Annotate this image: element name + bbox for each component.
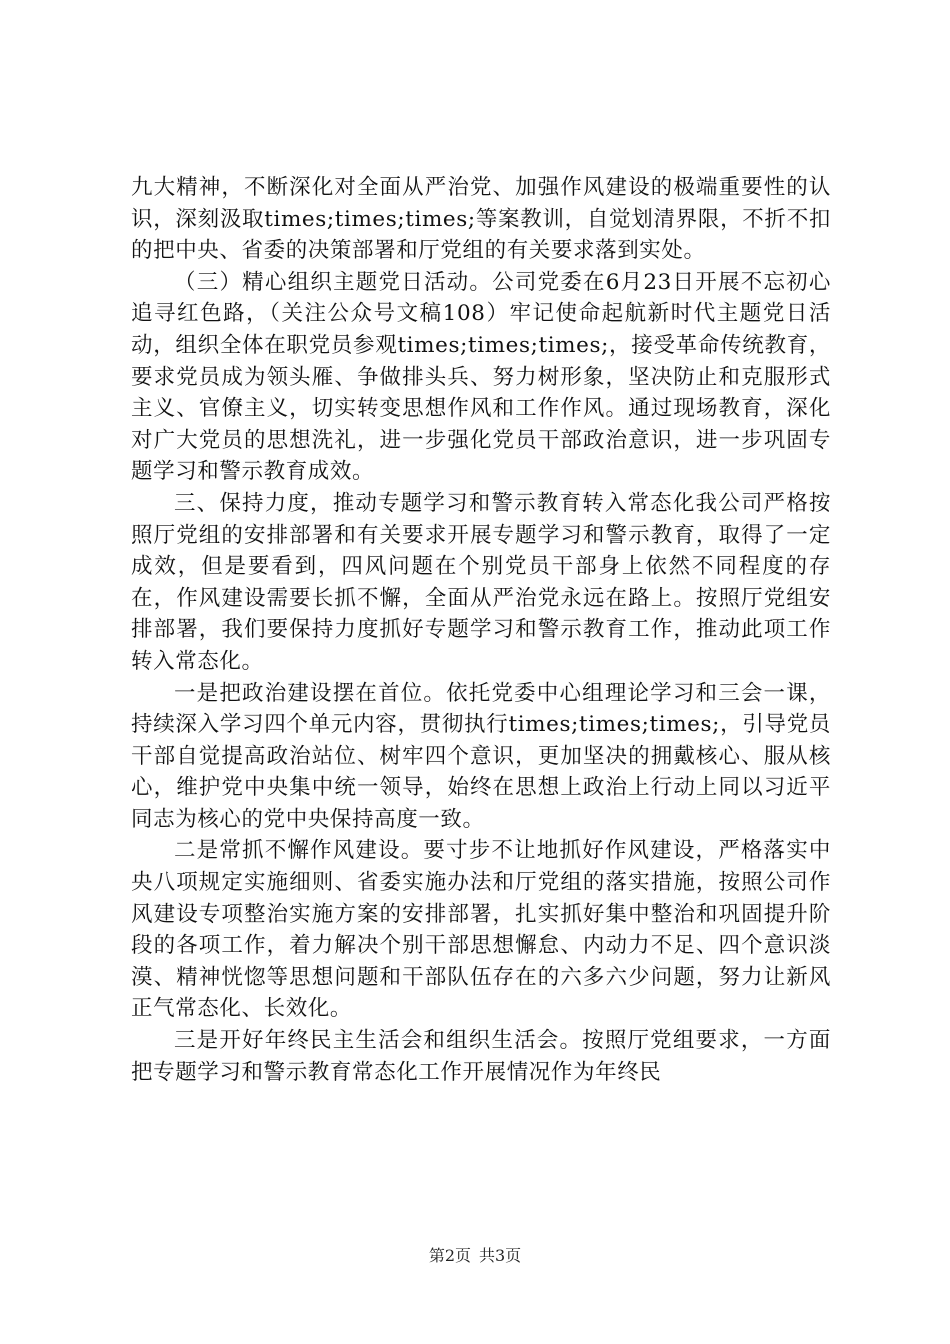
paragraph-6: 三是开好年终民主生活会和组织生活会。按照厅党组要求，一方面把专题学习和警示教育常态化工作开展情况作为年终民: [131, 1028, 831, 1085]
paragraph-4: 一是把政治建设摆在首位。依托党委中心组理论学习和三会一课，持续深入学习四个单元内容，贯彻执行times;times;times;，引导党员干部自觉提高政治站位、树牢四个意识，更加坚决的拥戴核心、服从核心，维护党中央集中统一领导，始终在思想上政治上行动上同以习近平同志为核心的党中央保持高度一致。: [131, 680, 831, 832]
page-number: 第2页: [428, 1246, 471, 1265]
paragraph-5: 二是常抓不懈作风建设。要寸步不让地抓好作风建设，严格落实中央八项规定实施细则、省委实施办法和厅党组的落实措施，按照公司作风建设专项整治实施方案的安排部署，扎实抓好集中整治和巩固提升阶段的各项工作，着力解决个别干部思想懈怠、内动力不足、四个意识淡漠、精神恍惚等思想问题和干部队伍存在的六多六少问题，努力让新风正气常态化、长效化。: [131, 838, 831, 1022]
page-footer: [0, 1246, 950, 1266]
paragraph-3: 三、保持力度，推动专题学习和警示教育转入常态化我公司严格按照厅党组的安排部署和有关要求开展专题学习和警示教育，取得了一定成效，但是要看到，四风问题在个别党员干部身上依然不同程度的存在，作风建设需要长抓不懈，全面从严治党永远在路上。按照厅党组安排部署，我们要保持力度抓好专题学习和警示教育工作，推动此项工作转入常态化。: [131, 490, 831, 674]
document-body: [131, 172, 831, 1088]
paragraph-1: 九大精神，不断深化对全面从严治党、加强作风建设的极端重要性的认识，深刻汲取times;times;times;等案教训，自觉划清界限，不折不扣的把中央、省委的决策部署和厅党组的有关要求落到实处。: [131, 175, 831, 264]
paragraph-2: （三）精心组织主题党日活动。公司党委在6月23日开展不忘初心追寻红色路，（关注公众号文稿108）牢记使命起航新时代主题党日活动，组织全体在职党员参观times;times;times;，接受革命传统教育，要求党员成为领头雁、争做排头兵、努力树形象，坚决防止和克服形式主义、官僚主义，切实转变思想作风和工作作风。通过现场教育，深化对广大党员的思想洗礼，进一步强化党员干部政治意识，进一步巩固专题学习和警示教育成效。: [131, 269, 831, 485]
page-total: 共3页: [479, 1246, 522, 1265]
